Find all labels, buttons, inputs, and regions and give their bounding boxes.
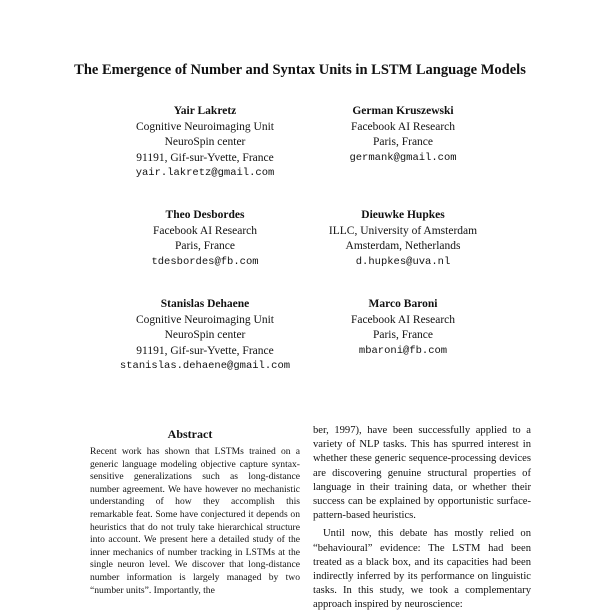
author-block <box>273 208 533 270</box>
author-affiliation: NeuroSpin center <box>164 329 246 341</box>
author-block <box>273 104 533 166</box>
author-name: Stanislas Dehaene <box>160 298 250 310</box>
intro-paragraph: Until now, this debate has mostly relied on “behavioural” evidence: The LSTM had been treated as a black box, and its capacities had been indirectly inferred by its performance on linguistic tasks. In this study, we took a complementary approach inspired by neuroscience: <box>313 528 531 611</box>
author-email[interactable]: tdesbordes@fb.com <box>151 255 259 268</box>
author-name: Dieuwke Hupkes <box>361 209 445 221</box>
author-affiliation: Facebook AI Research <box>152 224 258 237</box>
author-affiliation: Paris, France <box>174 240 236 252</box>
author-email[interactable]: stanislas.dehaene@gmail.com <box>119 360 291 372</box>
author-name: Marco Baroni <box>368 298 438 310</box>
author-affiliation: ILLC, University of Amsterdam <box>328 224 478 237</box>
author-name: Theo Desbordes <box>165 209 245 221</box>
abstract-text: Recent work has shown that LSTMs trained on a generic language modeling objective capture syntax-sensitive generalizations such as long-distance number agreement. We have however no mechanistic understanding of how they accomplish this remarkable feat. Some have conjectured it depends on heuristics that do not truly take hierarchical structure into account. We present here a detailed study of the inner mechanics of number tracking in LSTMs at the single neuron level. We discover that long-distance number information is largely managed by two “number units”. Importantly, the <box>90 446 300 596</box>
author-affiliation: Paris, France <box>372 136 434 148</box>
author-affiliation: Cognitive Neuroimaging Unit <box>136 313 274 326</box>
author-affiliation: Facebook AI Research <box>350 120 456 133</box>
author-affiliation: NeuroSpin center <box>164 136 246 148</box>
author-affiliation: 91191, Gif-sur-Yvette, France <box>136 344 274 357</box>
author-name: German Kruszewski <box>352 105 454 117</box>
author-affiliation: Amsterdam, Netherlands <box>345 240 461 252</box>
intro-column <box>313 424 531 613</box>
author-block <box>273 297 533 359</box>
author-email[interactable]: mbaroni@fb.com <box>358 344 448 357</box>
paper-title: The Emergence of Number and Syntax Units in LSTM Language Models <box>74 62 526 78</box>
author-affiliation: 91191, Gif-sur-Yvette, France <box>136 151 274 164</box>
intro-paragraph: ber, 1997), have been successfully applied to a variety of NLP tasks. This has spurred interest in whether these generic sequence-processing devices are discovering genuine structural properties of language in their training data, or whether their success can be explained by opportunistic surface-pattern-based heuristics. <box>313 425 531 522</box>
author-affiliation: Paris, France <box>372 329 434 341</box>
author-email[interactable]: d.hupkes@uva.nl <box>355 255 451 268</box>
author-name: Yair Lakretz <box>173 105 237 117</box>
author-email[interactable]: germank@gmail.com <box>349 151 457 164</box>
author-affiliation: Facebook AI Research <box>350 313 456 326</box>
abstract-heading: Abstract <box>167 427 213 441</box>
author-affiliation: Cognitive Neuroimaging Unit <box>136 120 274 133</box>
author-email[interactable]: yair.lakretz@gmail.com <box>135 167 275 179</box>
